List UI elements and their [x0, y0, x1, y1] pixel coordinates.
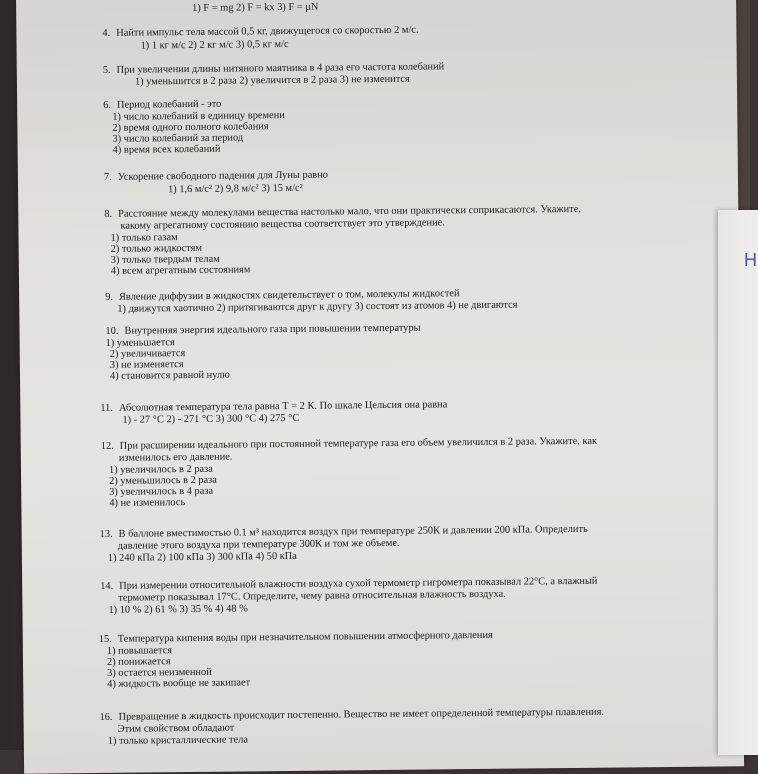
option: 1) уменьшается: [105, 337, 175, 349]
option: 4) всем агрегатным состояниям: [110, 264, 251, 277]
exam-sheet: [16, 0, 744, 774]
top-options: 1) F = mg 2) F = kx 3) F = μN: [192, 1, 319, 14]
adjacent-sheet: [718, 210, 758, 755]
question-stem: Расстояние между молекулами вещества настолько мало, что они практически соприкасаются. Укажите,: [118, 203, 581, 220]
option: 1) число колебаний в единицу времени: [112, 109, 285, 123]
question-stem: При увеличении длины нитяного маятника в 4 раза его частота колебаний: [116, 61, 445, 76]
question-stem: Явление диффузии в жидкостях свидетельствует о том, молекулы жидкостей: [118, 288, 460, 303]
option: 1) - 27 °С 2) - 271 °С 3) 300 °С 4) 275 °С: [122, 412, 300, 426]
question-10: [19, 319, 739, 382]
option: 2) уменьшилось в 2 раза: [109, 474, 217, 487]
option: 4) не изменилось: [109, 497, 186, 509]
option: 3) не изменяется: [109, 359, 184, 371]
option: 2) время одного полного колебания: [112, 121, 269, 134]
option: 1) увеличилось в 2 раза: [108, 463, 213, 476]
question-stem: Температура кипения воды при незначительном повышении атмосферного давления: [117, 629, 493, 645]
option: 1) только кристаллические тела: [107, 734, 249, 747]
question-number: 13.: [99, 528, 113, 540]
question-11: [20, 396, 740, 426]
question-stem: Внутренняя энергия идеального газа при повышении температуры: [124, 322, 421, 337]
question-stem: Период колебаний - это: [116, 98, 222, 111]
option: 1) 10 % 2) 61 % 3) 35 % 4) 48 %: [108, 603, 248, 616]
option: 1) уменьшится в 2 раза 2) увеличится в 2 раза 3) не изменится: [134, 73, 410, 88]
question-number: 11.: [100, 402, 114, 414]
option: 3) остается неизменной: [107, 666, 212, 679]
question-14: [22, 574, 742, 616]
option: 1) только газам: [110, 232, 178, 244]
question-number: 16.: [99, 711, 113, 723]
question-stem-cont: Этим свойством обладают: [117, 722, 235, 735]
question-number: 8.: [104, 208, 113, 220]
question-stem: При расширении идеального при постоянной температуре газа его объем увеличился в 2 раза. Укажите, как: [119, 435, 598, 452]
question-stem: Превращение в жидкость происходит постепенно. Вещество не имеет определенной температуры плавления.: [118, 706, 604, 723]
question-4: [16, 21, 736, 52]
question-7: [18, 165, 738, 196]
question-stem-cont: какому агрегатному состоянию вещества соответствует это утверждение.: [120, 217, 445, 232]
question-number: 4.: [102, 27, 111, 39]
option: 3) число колебаний за период: [112, 132, 244, 145]
question-number: 6.: [103, 99, 112, 111]
option: 1) 240 кПа 2) 100 кПа 3) 300 кПа 4) 50 кПа: [107, 550, 297, 564]
question-number: 14.: [100, 580, 114, 592]
question-6: [17, 93, 737, 156]
option: 4) время всех колебаний: [112, 143, 221, 156]
question-number: 12.: [100, 440, 114, 452]
question-16: [24, 705, 744, 747]
question-13: [22, 522, 742, 564]
question-8: [18, 202, 738, 277]
option: 1) повышается: [106, 645, 173, 657]
option: 1) 1,6 м/с² 2) 9,8 м/с² 3) 15 м/с²: [167, 182, 303, 196]
question-number: 7.: [103, 171, 112, 183]
option: 3) только твердым телам: [110, 253, 220, 266]
question-5: [17, 58, 737, 88]
question-15: [23, 627, 743, 690]
option: 4) становится равной нулю: [109, 369, 230, 382]
option: 3) увеличилось в 4 раза: [109, 485, 214, 498]
question-stem: При измерении относительной влажности воздуха сухой термометр гигрометра показывал 22°С, а влажный: [119, 575, 598, 592]
question-number: 9.: [105, 291, 114, 303]
option: 2) понижается: [106, 656, 171, 668]
question-stem-cont: термометр показывал 17°С. Определите, чему равна относительная влажность воздуха.: [118, 588, 506, 604]
question-stem-cont: изменилось его давление.: [118, 451, 233, 464]
option: 4) жидкость вообще не закипает: [107, 677, 251, 690]
option: 1) движутся хаотично 2) притягиваются друг к другу 3) состоят из атомов 4) не двигаются: [117, 299, 518, 315]
option: 2) увеличивается: [109, 348, 186, 360]
question-12: [21, 434, 741, 509]
question-number: 5.: [102, 64, 111, 76]
question-number: 10.: [105, 325, 119, 337]
question-stem: Ускорение свободного падения для Луны равно: [117, 169, 329, 183]
handwritten-mark: Н: [744, 250, 757, 270]
question-stem-cont: давление этого воздуха при температуре 300К и том же объеме.: [117, 537, 400, 552]
question-stem: В баллоне вместимостью 0.1 м³ находится воздух при температуре 250К и давлении 200 кПа. Определить: [118, 523, 588, 540]
option: 1) 1 кг м/с 2) 2 кг м/с 3) 0,5 кг м/с: [140, 38, 289, 52]
question-9: [19, 285, 739, 315]
question-stem: Абсолютная температура тела равна Т = 2 К. По шкале Цельсия она равна: [118, 399, 448, 414]
option: 2) только жидкостям: [110, 242, 203, 255]
question-stem: Найти импульс тела массой 0,5 кг, движущегося со скоростью 2 м/с.: [116, 24, 419, 39]
question-number: 15.: [98, 633, 112, 645]
